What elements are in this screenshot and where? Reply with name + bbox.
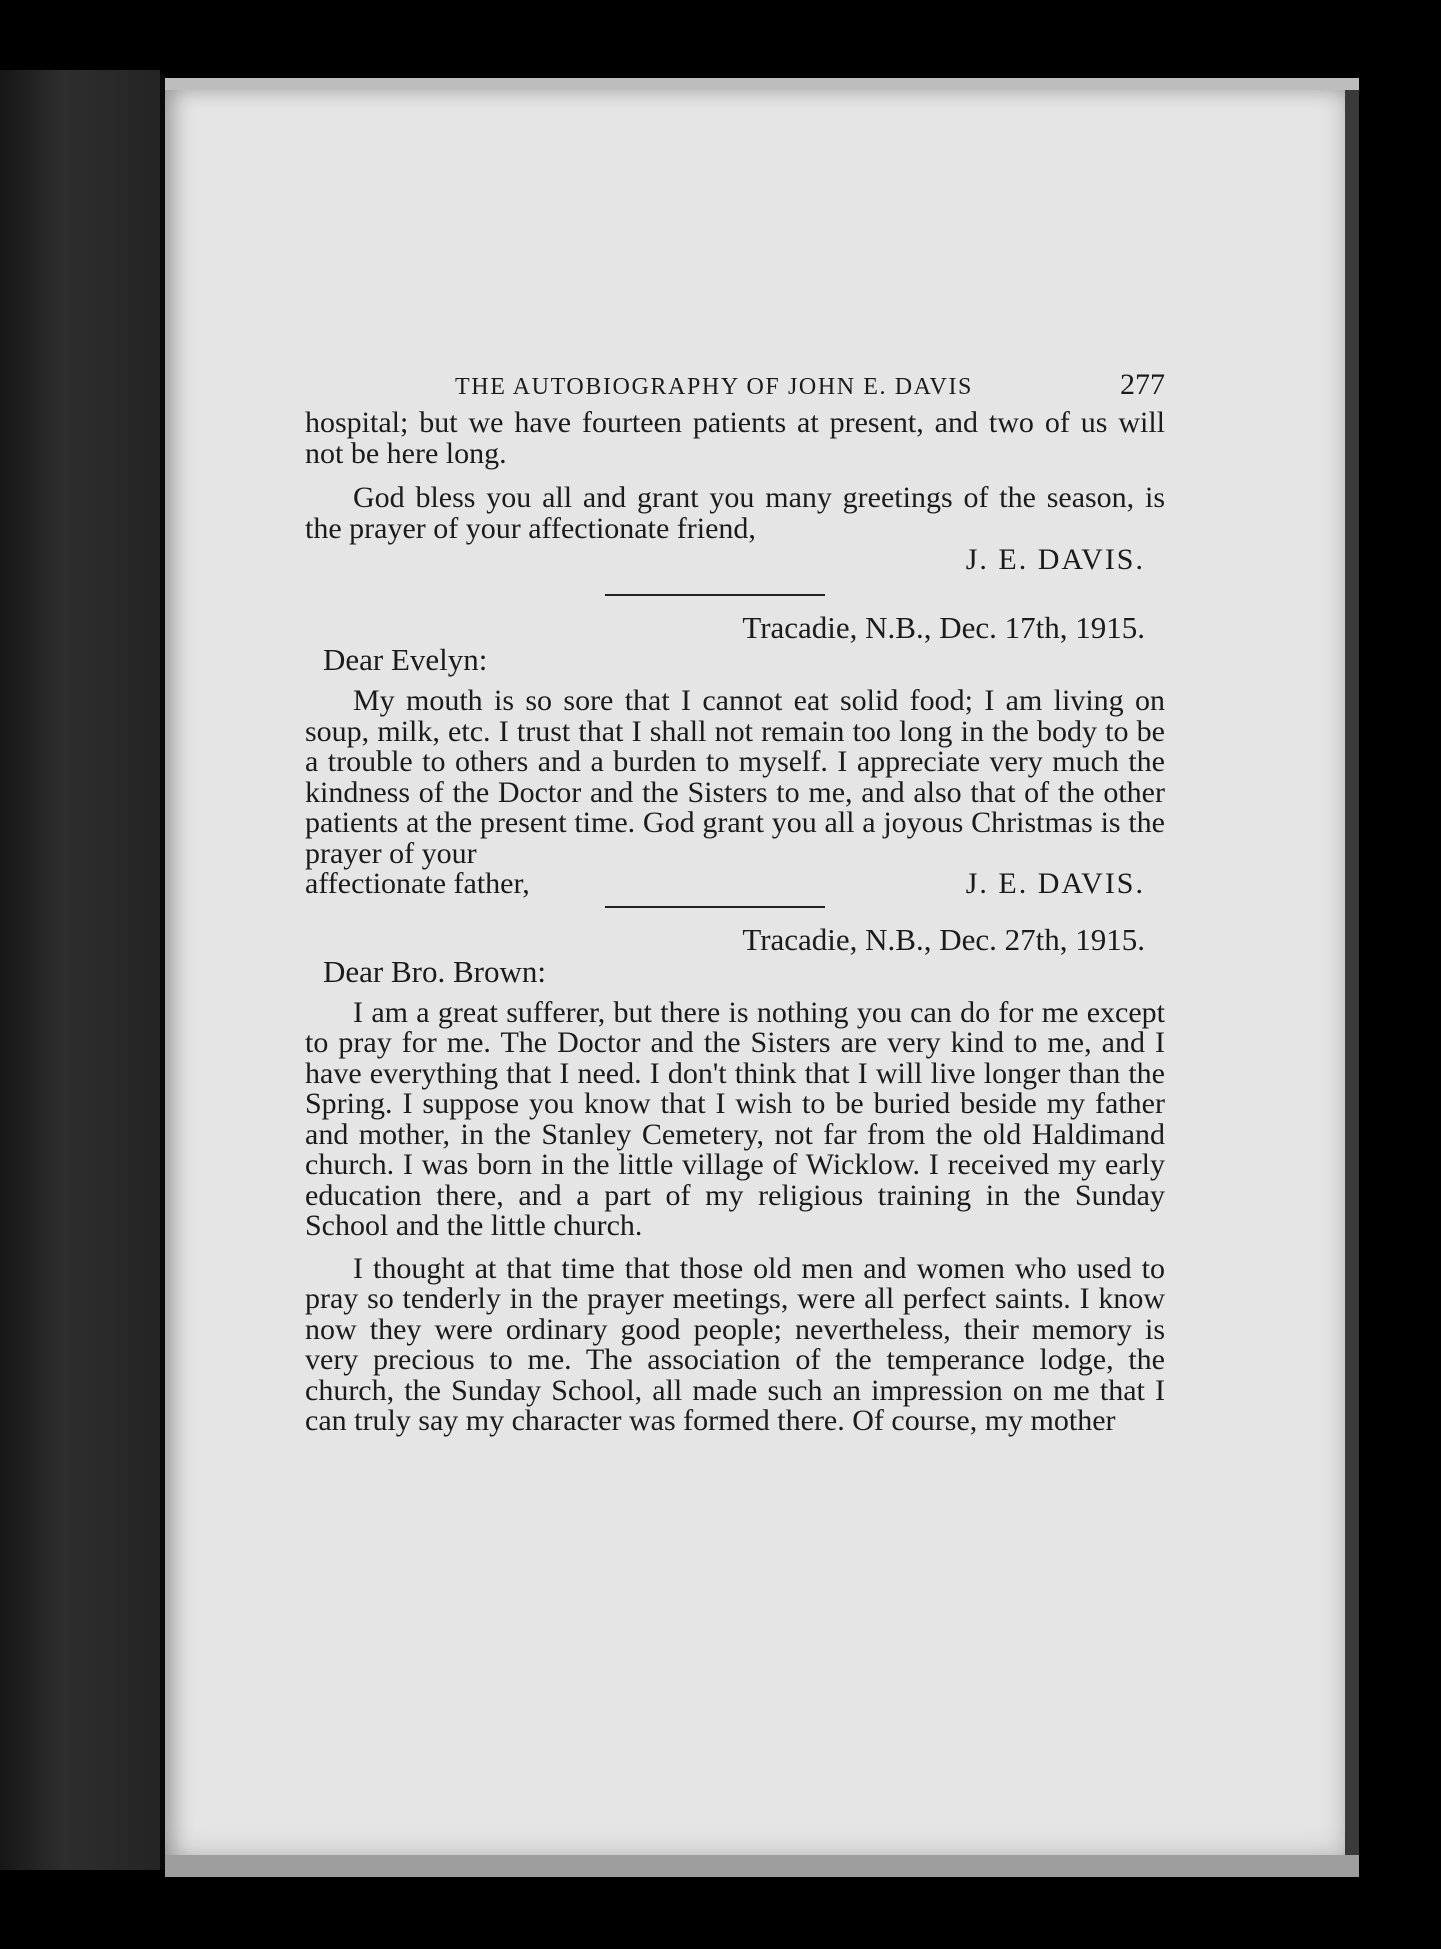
scan-left-edge (0, 70, 160, 1870)
letter2-signoff (305, 869, 1165, 900)
page-bottom-edge (165, 1855, 1359, 1877)
letter2-dateline: Tracadie, N.B., Dec. 17th, 1915. (742, 610, 1145, 645)
letter1-text: hospital; but we have fourteen patients at present, and two of us will not be here long. (305, 406, 1165, 470)
letter3-paragraph: I thought at that time that those old men and women who used to pray so tenderly in the prayer meetings, were all perfect saints. I know now they were ordinary good people; nevertheless, their memory is very precious to me. The association of the temperance lodge, the church, the Sunday School, all made such an impression on me that I can truly say my character was formed there. Of course, my mother (305, 1251, 1165, 1437)
letter1-signature: J. E. DAVIS. (965, 543, 1145, 576)
page-header (455, 368, 1165, 402)
page-number: 277 (1120, 368, 1165, 401)
running-head: THE AUTOBIOGRAPHY OF JOHN E. DAVIS (455, 374, 973, 400)
letter1-closing: God bless you all and grant you many greetings of the season, is the prayer of your affectionate friend, (305, 481, 1165, 545)
letter2-body: My mouth is so sore that I cannot eat solid food; I am living on soup, milk, etc. I trust that I shall not remain too long in the body to be a trouble to others and a burden to myself. I appreciate very much the kindness of the Doctor and the Sisters to me, and also that of the other patients at the present time. God grant you all a joyous Christmas is the prayer of your (305, 684, 1165, 870)
letter3-paragraph: I am a great sufferer, but there is nothing you can do for me except to pray for me. The Doctor and the Sisters are very kind to me, and I have everything that I need. I don't think that I will live longer than the Spring. I suppose you know that I wish to be buried beside my father and mother, in the Stanley Cemetery, not far from the old Haldimand church. I was born in the little village of Wicklow. I received my early education there, and a part of my religious training in the Sunday School and the little church. (305, 995, 1165, 1242)
letter2-salutation: Dear Evelyn: (323, 642, 488, 677)
divider-rule (605, 594, 825, 596)
letter3-salutation: Dear Bro. Brown: (323, 953, 546, 989)
letter2-signature: J. E. DAVIS. (965, 867, 1145, 900)
letter3-dateline: Tracadie, N.B., Dec. 27th, 1915. (742, 921, 1145, 957)
letter2-closing: affectionate father, (305, 867, 530, 900)
divider-rule (605, 906, 825, 908)
page-content (305, 368, 1165, 1437)
